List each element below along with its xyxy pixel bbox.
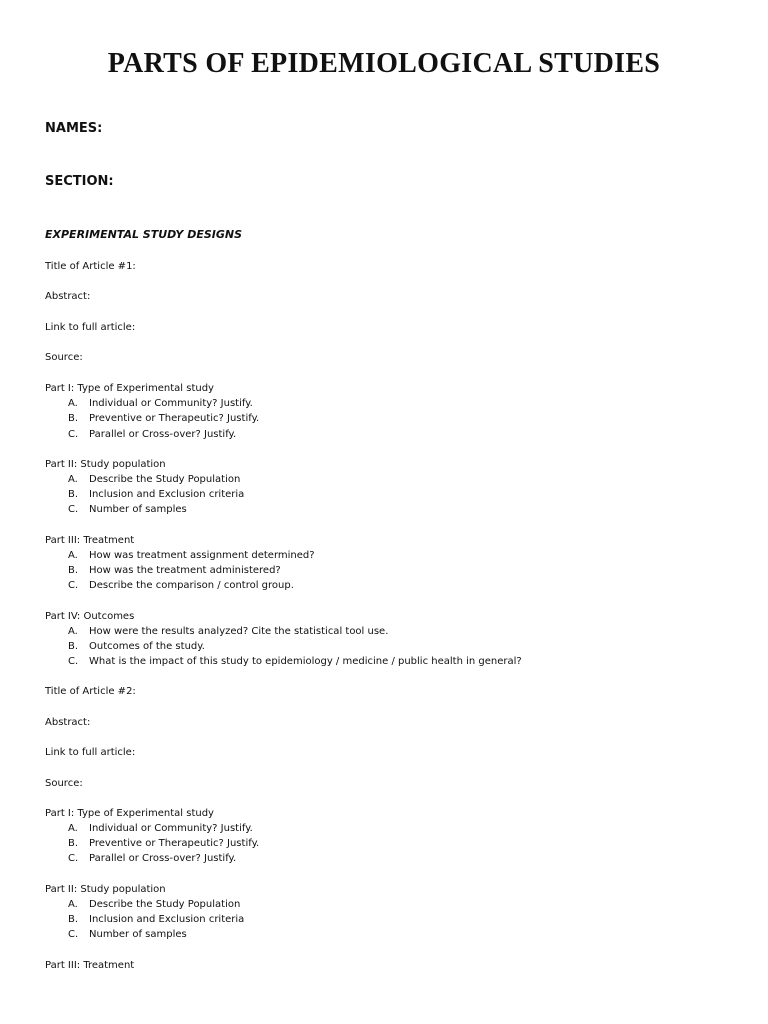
article1-part1-label: Part I: Type of Experimental study <box>45 383 214 394</box>
article2-part1-label: Part I: Type of Experimental study <box>45 808 214 819</box>
page-title: PARTS OF EPIDEMIOLOGICAL STUDIES <box>107 48 661 79</box>
item-letter: B. <box>68 641 79 652</box>
item-text: Describe the comparison / control group. <box>89 580 294 591</box>
item-letter: A. <box>68 474 78 485</box>
list-item <box>68 838 259 850</box>
item-letter: A. <box>68 398 78 409</box>
list-item <box>68 398 253 410</box>
article2-abstract: Abstract: <box>45 717 91 728</box>
article2-source: Source: <box>45 778 83 789</box>
item-text: How was treatment assignment determined? <box>89 550 315 561</box>
item-letter: A. <box>68 823 78 834</box>
article1-part2-label: Part II: Study population <box>45 459 166 470</box>
list-item <box>68 474 240 486</box>
item-letter: B. <box>68 838 79 849</box>
item-text: Describe the Study Population <box>89 899 241 910</box>
item-letter: A. <box>68 550 78 561</box>
item-letter: C. <box>68 429 79 440</box>
list-item <box>68 565 281 577</box>
item-letter: C. <box>68 853 79 864</box>
item-letter: B. <box>68 489 79 500</box>
article1-link: Link to full article: <box>45 322 136 333</box>
article1-part4-label: Part IV: Outcomes <box>45 611 135 622</box>
article2-part3-label: Part III: Treatment <box>45 960 135 971</box>
item-letter: B. <box>68 565 79 576</box>
list-item <box>68 413 259 425</box>
item-text: What is the impact of this study to epidemiology / medicine / public health in general? <box>89 656 522 667</box>
item-text: Parallel or Cross-over? Justify. <box>89 853 237 864</box>
list-item <box>68 853 236 865</box>
item-text: How was the treatment administered? <box>89 565 281 576</box>
item-text: Number of samples <box>89 504 187 515</box>
item-text: How were the results analyzed? Cite the statistical tool use. <box>89 626 389 637</box>
list-item <box>68 641 205 653</box>
list-item <box>68 580 294 592</box>
list-item <box>68 656 522 668</box>
list-item <box>68 899 240 911</box>
article2-part2-label: Part II: Study population <box>45 884 166 895</box>
list-item <box>68 489 244 501</box>
list-item <box>68 929 187 941</box>
list-item <box>68 504 187 516</box>
item-text: Preventive or Therapeutic? Justify. <box>89 838 260 849</box>
list-item <box>68 914 244 926</box>
item-letter: C. <box>68 929 79 940</box>
item-letter: C. <box>68 656 79 667</box>
section-label: SECTION: <box>45 174 114 189</box>
item-text: Describe the Study Population <box>89 474 241 485</box>
item-letter: C. <box>68 504 79 515</box>
article1-source: Source: <box>45 352 83 363</box>
names-label: NAMES: <box>45 121 103 136</box>
section-heading: EXPERIMENTAL STUDY DESIGNS <box>45 228 243 241</box>
item-text: Preventive or Therapeutic? Justify. <box>89 413 260 424</box>
item-text: Number of samples <box>89 929 187 940</box>
article1-title: Title of Article #1: <box>45 261 136 272</box>
item-letter: B. <box>68 914 79 925</box>
item-letter: B. <box>68 413 79 424</box>
article2-title: Title of Article #2: <box>45 686 136 697</box>
item-letter: A. <box>68 626 78 637</box>
item-text: Parallel or Cross-over? Justify. <box>89 429 237 440</box>
article1-abstract: Abstract: <box>45 291 91 302</box>
list-item <box>68 626 388 638</box>
list-item <box>68 823 253 835</box>
item-text: Outcomes of the study. <box>89 641 205 652</box>
article2-link: Link to full article: <box>45 747 136 758</box>
list-item <box>68 550 315 562</box>
item-letter: A. <box>68 899 78 910</box>
item-text: Inclusion and Exclusion criteria <box>89 489 245 500</box>
item-text: Individual or Community? Justify. <box>89 398 253 409</box>
item-text: Individual or Community? Justify. <box>89 823 253 834</box>
item-letter: C. <box>68 580 79 591</box>
list-item <box>68 429 236 441</box>
item-text: Inclusion and Exclusion criteria <box>89 914 245 925</box>
article1-part3-label: Part III: Treatment <box>45 535 135 546</box>
